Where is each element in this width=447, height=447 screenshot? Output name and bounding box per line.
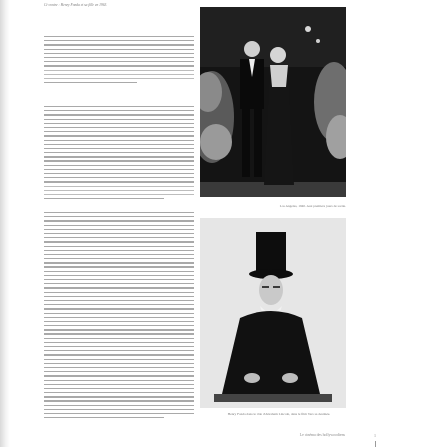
paragraph-1 (44, 36, 194, 86)
page-number: 1 (374, 433, 376, 438)
photo-couple-illustration (200, 7, 346, 197)
paragraph-3 (44, 212, 194, 421)
top-caption: Ci-contre : Henry Fonda et sa fille en 1963. (44, 3, 108, 7)
page-edge-mark (375, 441, 376, 447)
photo2-caption: Henry Fonda dans le rôle d'Abraham Lincoln, dans le film Vers sa destinée. (227, 412, 331, 416)
photo-couple-evening (200, 7, 346, 197)
photo1-caption: Los Angeles, 1940. Aux premiers jours de sortie. (279, 204, 346, 208)
paragraph-2 (44, 106, 194, 202)
book-spine-shadow (0, 0, 10, 447)
photo-lincoln-portrait (200, 218, 346, 408)
photo-lincoln-illustration (200, 218, 346, 408)
running-footer: Le cinéma des hollywoodiens (299, 433, 345, 437)
